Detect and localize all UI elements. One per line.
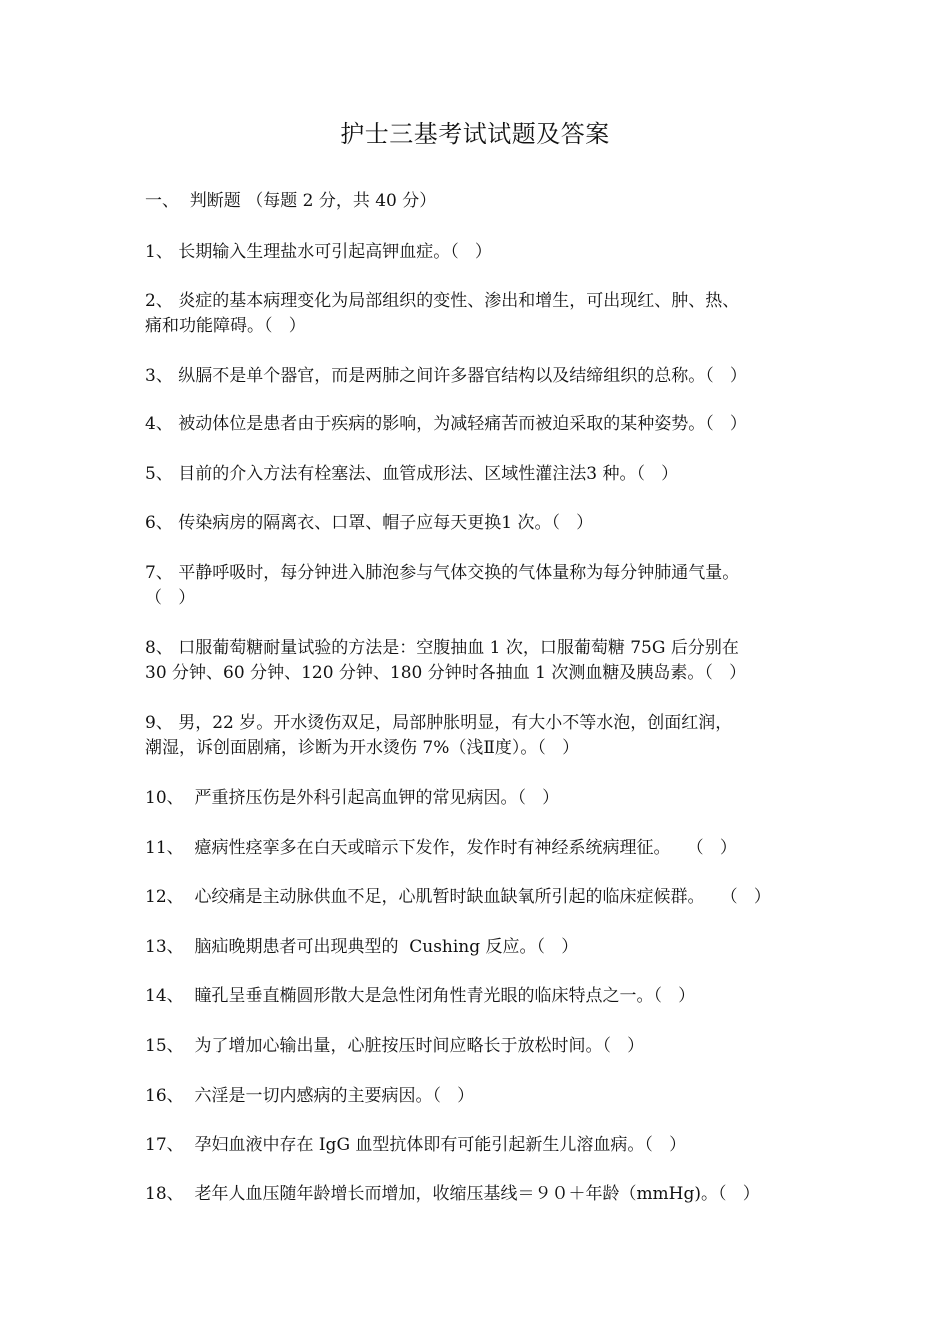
question-line: 3、 纵膈不是单个器官，而是两肺之间许多器官结构以及结缔组织的总称。（ ） xyxy=(145,366,747,386)
question-item xyxy=(145,1034,815,1059)
question-line: 8、 口服葡萄糖耐量试验的方法是：空腹抽血 1 次，口服葡萄糖 75G 后分别在 xyxy=(145,638,739,658)
question-line: 10、 严重挤压伤是外科引起高血钾的常见病因。（ ） xyxy=(145,788,560,808)
page-title: 护士三基考试试题及答案 xyxy=(340,120,610,148)
question-item xyxy=(145,561,815,611)
question-item xyxy=(145,412,815,437)
question-line: 16、 六淫是一切内感病的主要病因。（ ） xyxy=(145,1086,475,1106)
section-heading: 一、 判断题 （每题 2 分，共 40 分） xyxy=(145,191,437,211)
question-line: 17、 孕妇血液中存在 IgG 血型抗体即有可能引起新生儿溶血病。（ ） xyxy=(145,1135,687,1155)
question-line: 痛和功能障碍。（ ） xyxy=(145,316,306,336)
question-line: 潮湿，诉创面剧痛，诊断为开水烫伤 7%（浅Ⅱ度）。（ ） xyxy=(145,738,580,758)
question-item xyxy=(145,364,815,389)
question-line: 11、 癔病性痉挛多在白天或暗示下发作，发作时有神经系统病理征。 （ ） xyxy=(145,838,737,858)
question-line: 5、 目前的介入方法有栓塞法、血管成形法、区域性灌注法3 种。（ ） xyxy=(145,464,679,484)
question-line: 14、 瞳孔呈垂直椭圆形散大是急性闭角性青光眼的临床特点之一。（ ） xyxy=(145,986,696,1006)
question-item xyxy=(145,935,815,960)
question-item xyxy=(145,885,815,910)
question-line: 6、 传染病房的隔离衣、口罩、帽子应每天更换1 次。（ ） xyxy=(145,513,594,533)
question-line: 1、 长期输入生理盐水可引起高钾血症。（ ） xyxy=(145,242,492,262)
question-item xyxy=(145,289,815,339)
question-item xyxy=(145,240,815,265)
question-line: 30 分钟、60 分钟、120 分钟、180 分钟时各抽血 1 次测血糖及胰岛素。（ ） xyxy=(145,663,747,683)
question-item xyxy=(145,1133,815,1158)
question-item xyxy=(145,636,815,686)
question-line: （ ） xyxy=(145,588,196,608)
question-item xyxy=(145,836,815,861)
question-item xyxy=(145,984,815,1009)
question-line: 18、 老年人血压随年龄增长而增加，收缩压基线＝９０＋年龄（mmHg)。（ ） xyxy=(145,1184,760,1204)
question-item xyxy=(145,711,815,761)
question-line: 2、 炎症的基本病理变化为局部组织的变性、渗出和增生，可出现红、肿、热、 xyxy=(145,291,740,311)
question-item xyxy=(145,1084,815,1109)
question-line: 12、 心绞痛是主动脉供血不足，心肌暂时缺血缺氧所引起的临床症候群。 （ ） xyxy=(145,887,771,907)
question-line: 15、 为了增加心输出量，心脏按压时间应略长于放松时间。（ ） xyxy=(145,1036,645,1056)
question-line: 9、 男，22 岁。开水烫伤双足，局部肿胀明显，有大小不等水泡，创面红润， xyxy=(145,713,733,733)
question-line: 13、 脑疝晚期患者可出现典型的 Cushing 反应。（ ） xyxy=(145,937,579,957)
question-line: 7、 平静呼吸时，每分钟进入肺泡参与气体交换的气体量称为每分钟肺通气量。 xyxy=(145,563,740,583)
question-line: 4、 被动体位是患者由于疾病的影响，为减轻痛苦而被迫采取的某种姿势。（ ） xyxy=(145,414,747,434)
question-item xyxy=(145,462,815,487)
question-item xyxy=(145,786,815,811)
question-item xyxy=(145,511,815,536)
question-item xyxy=(145,1182,815,1207)
